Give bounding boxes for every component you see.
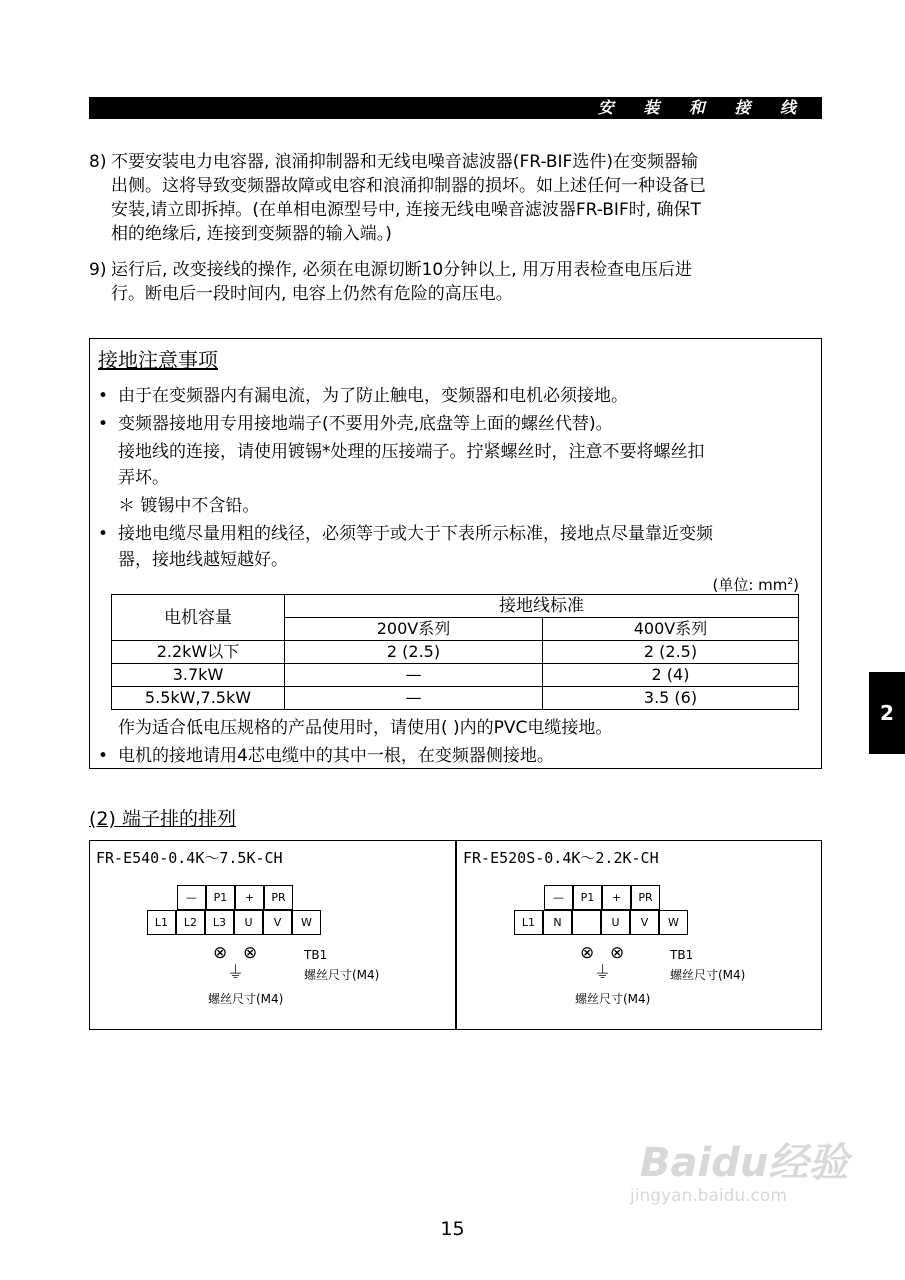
paragraph-8 <box>89 150 829 250</box>
text-line: 不要安装电力电容器, 浪涌抑制器和无线电噪音滤波器(FR-BIF选件)在变频器输 <box>111 152 698 172</box>
table-row <box>112 664 799 687</box>
text-line: 相的绝缘后, 连接到变频器的输入端。) <box>111 224 392 244</box>
grounding-line: 器，接地线越短越好。 <box>118 550 288 570</box>
table-cell: 3.7kW <box>112 664 285 687</box>
unit-close: ) <box>793 576 799 594</box>
terminal-cell: + <box>602 885 631 910</box>
screw-size-label: 螺丝尺寸(M4) <box>304 968 380 982</box>
paragraph-9 <box>89 258 829 308</box>
grounding-footnote: ＊ 镀锡中不含铅。 <box>118 496 260 516</box>
terminal-cell: L3 <box>205 910 234 935</box>
screw-size-label: 螺丝尺寸(M4) <box>575 992 651 1006</box>
table-header: 电机容量 <box>112 595 285 641</box>
unit-superscript: 2 <box>787 577 794 587</box>
ground-icon: ⏚ <box>594 963 611 983</box>
table-row <box>112 641 799 664</box>
terminal-cell: U <box>234 910 263 935</box>
screw-icon: ⊗ <box>580 943 595 963</box>
grounding-line: 变频器接地用专用接地端子(不要用外壳,底盘等上面的螺丝代替)。 <box>118 414 613 434</box>
bullet-icon: • <box>98 746 109 766</box>
screw-icon: ⊗ <box>213 943 228 963</box>
grounding-line: 由于在变频器内有漏电流，为了防止触电，变频器和电机必须接地。 <box>118 386 628 406</box>
table-cell: 2 (2.5) <box>285 641 543 664</box>
terminal-cell: V <box>263 910 292 935</box>
watermark <box>630 1140 849 1206</box>
terminal-cell: L1 <box>147 910 176 935</box>
table-cell: 2.2kW以下 <box>112 641 285 664</box>
table-cell: — <box>285 687 543 710</box>
header-title: 安 装 和 接 线 <box>597 98 808 117</box>
screw-size-label: 螺丝尺寸(M4) <box>670 968 746 982</box>
grounding-line: 电机的接地请用4芯电缆中的其中一根，在变频器侧接地。 <box>118 746 554 766</box>
terminal-diagram-right <box>455 840 822 1030</box>
terminal-cell: L2 <box>176 910 205 935</box>
terminal-cell: U <box>601 910 630 935</box>
model-label: FR-E540-0.4K～7.5K-CH <box>96 849 283 867</box>
tb1-label: TB1 <box>670 948 694 962</box>
grounding-wire-table <box>111 594 799 710</box>
unit-label <box>713 570 800 597</box>
table-cell: 3.5 (6) <box>543 687 799 710</box>
terminal-cell: — <box>177 885 206 910</box>
table-row <box>112 687 799 710</box>
text-line: 行。断电后一段时间内, 电容上仍然有危险的高压电。 <box>111 284 513 304</box>
text-line: 安装,请立即拆掉。(在单相电源型号中, 连接无线电噪音滤波器FR-BIF时, 确保T <box>111 200 701 220</box>
table-header: 200V系列 <box>285 618 543 641</box>
grounding-line: 弄坏。 <box>118 468 169 488</box>
model-label: FR-E520S-0.4K～2.2K-CH <box>463 849 659 867</box>
screw-icon: ⊗ <box>243 943 258 963</box>
grounding-line: 接地线的连接，请使用镀锡*处理的压接端子。拧紧螺丝时，注意不要将螺丝扣 <box>118 442 705 462</box>
header-bar <box>89 97 822 119</box>
terminal-cell: P1 <box>573 885 602 910</box>
screw-size-label: 螺丝尺寸(M4) <box>208 992 284 1006</box>
terminal-cell: V <box>630 910 659 935</box>
terminal-cell: W <box>292 910 321 935</box>
section-title: (2) 端子排的排列 <box>89 808 236 830</box>
grounding-title: 接地注意事项 <box>98 348 218 372</box>
ground-icon: ⏚ <box>227 963 244 983</box>
terminal-cell: L1 <box>514 910 543 935</box>
terminal-cell: + <box>235 885 264 910</box>
table-cell: 5.5kW,7.5kW <box>112 687 285 710</box>
table-header: 接地线标准 <box>285 595 799 618</box>
grounding-line: 接地电缆尽量用粗的线径，必须等于或大于下表所示标准，接地点尽量靠近变频 <box>118 524 713 544</box>
terminal-cell: N <box>543 910 572 935</box>
bullet-icon: • <box>98 414 109 434</box>
watermark-url: jingyan.baidu.com <box>630 1186 787 1206</box>
paragraph-number: 9) <box>89 260 107 280</box>
text-line: 运行后, 改变接线的操作, 必须在电源切断10分钟以上, 用万用表检查电压后进 <box>111 260 693 280</box>
bullet-icon: • <box>98 386 109 406</box>
table-cell: 2 (4) <box>543 664 799 687</box>
page-number: 15 <box>440 1218 465 1240</box>
terminal-cell: PR <box>264 885 293 910</box>
grounding-table-note: 作为适合低电压规格的产品使用时，请使用( )内的PVC电缆接地。 <box>118 718 613 738</box>
terminal-cell: P1 <box>206 885 235 910</box>
screw-icon: ⊗ <box>610 943 625 963</box>
text-line: 出侧。这将导致变频器故障或电容和浪涌抑制器的损坏。如上述任何一种设备已 <box>111 176 706 196</box>
terminal-cell: PR <box>631 885 660 910</box>
unit-text: (单位: mm <box>712 576 788 594</box>
terminal-diagram-left <box>89 840 457 1030</box>
table-header: 400V系列 <box>543 618 799 641</box>
table-cell: — <box>285 664 543 687</box>
terminal-cell: — <box>544 885 573 910</box>
terminal-cell <box>572 910 601 935</box>
watermark-brand: Baidu经验 <box>640 1140 849 1186</box>
chapter-tab: 2 <box>869 672 905 754</box>
table-cell: 2 (2.5) <box>543 641 799 664</box>
bullet-icon: • <box>98 524 109 544</box>
tb1-label: TB1 <box>304 948 328 962</box>
terminal-cell: W <box>659 910 688 935</box>
paragraph-number: 8) <box>89 152 107 172</box>
